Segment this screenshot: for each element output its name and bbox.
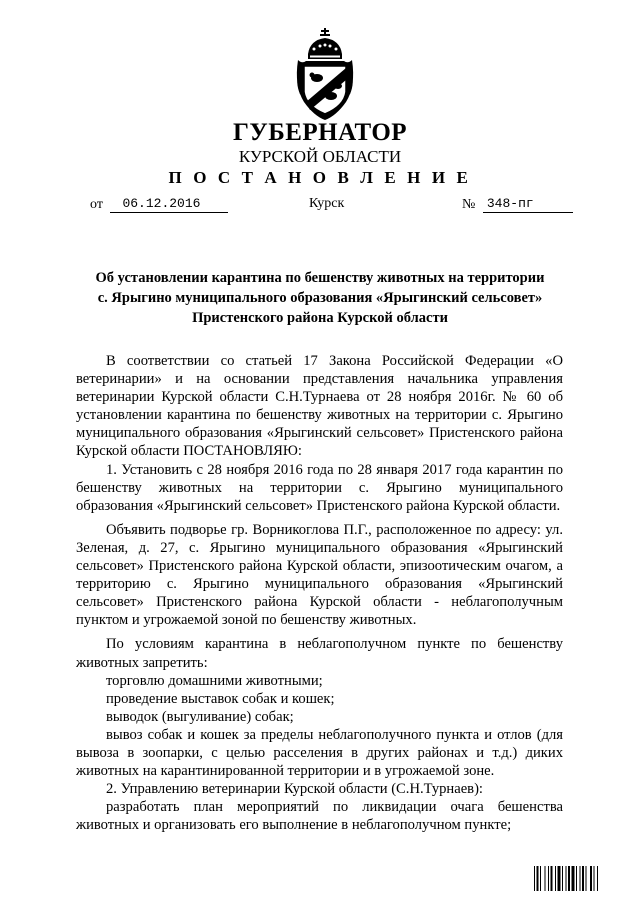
subject-line-1: Об установлении карантина по бешенству животных на территории bbox=[95, 270, 545, 286]
number-prefix: № bbox=[462, 197, 476, 212]
paragraph-preamble: В соответствии со статьей 17 Закона Российской Федерации «О ветеринарии» и на основании представления начальника управления ветеринарии Курской области С.Н.Турнаева от 28 ноября 2016г. № 60 об установлении карантина по бешенству животных на территории с. Ярыгино муниципального образования «Ярыгинский сельсовет» Пристенского района Курской области ПОСТАНОВЛЯЮ: bbox=[76, 353, 563, 460]
date-field bbox=[90, 196, 228, 213]
list-item-walking: выводок (выгуливание) собак; bbox=[106, 708, 294, 725]
paragraph-declare-focus: Объявить подворье гр. Ворникоглова П.Г., расположенное по адресу: ул. Зеленая, д. 27, с. Ярыгино муниципального образования «Ярыгинский сельсовет» Пристенского района Курской области, эпизоотическим очагом, а территорию с. Ярыгино муниципального образования «Ярыгинский сельсовет» Пристенского района Курской области - неблагополучным пунктом и угрожаемой зоной по бешенству животных. bbox=[76, 521, 563, 629]
date-underline bbox=[110, 196, 228, 213]
list-item-trade: торговлю домашними животными; bbox=[106, 672, 323, 689]
paragraph-prohibitions: По условиям карантина в неблагополучном пункте по бешенству животных запретить: bbox=[76, 636, 563, 671]
number-field bbox=[462, 196, 573, 213]
document-title: ГУБЕРНАТОР bbox=[232, 119, 408, 146]
date-value: 06.12.2016 bbox=[122, 196, 201, 211]
date-prefix: от bbox=[90, 197, 103, 212]
number-underline bbox=[483, 196, 573, 213]
subject-heading bbox=[70, 268, 570, 328]
list-item-export: вывоз собак и кошек за пределы неблагополучного пункта и отлов (для вывоза в зоопарки, с целью расселения в других районах и т.д.) диких животных на карантинированной территории и в угрожаемой зоне. bbox=[76, 726, 563, 780]
list-item-exhibitions: проведение выставок собак и кошек; bbox=[106, 690, 335, 707]
document-body bbox=[76, 352, 563, 834]
document-type: П О С Т А Н О В Л Е Н И Е bbox=[168, 168, 472, 187]
subject-line-3: Пристенского района Курской области bbox=[192, 310, 448, 326]
number-value: 348-пг bbox=[486, 196, 534, 211]
region-name: КУРСКОЙ ОБЛАСТИ bbox=[238, 147, 402, 166]
paragraph-item-1: 1. Установить с 28 ноября 2016 года по 28 января 2017 года карантин по бешенству животных на территории с. Ярыгино муниципального образования «Ярыгинский сельсовет» Пристенского района Курской области. bbox=[76, 461, 563, 514]
paragraph-item-2: 2. Управлению ветеринарии Курской области (С.Н.Турнаев): bbox=[106, 781, 483, 798]
city-name: Курск bbox=[309, 196, 345, 211]
coat-of-arms-emblem bbox=[294, 26, 356, 124]
paragraph-action-plan: разработать план мероприятий по ликвидации очага бешенства животных и организовать его выполнение в неблагополучном пункте; bbox=[76, 799, 563, 834]
barcode bbox=[534, 866, 630, 891]
subject-line-2: с. Ярыгино муниципального образования «Ярыгинский сельсовет» bbox=[97, 290, 543, 306]
